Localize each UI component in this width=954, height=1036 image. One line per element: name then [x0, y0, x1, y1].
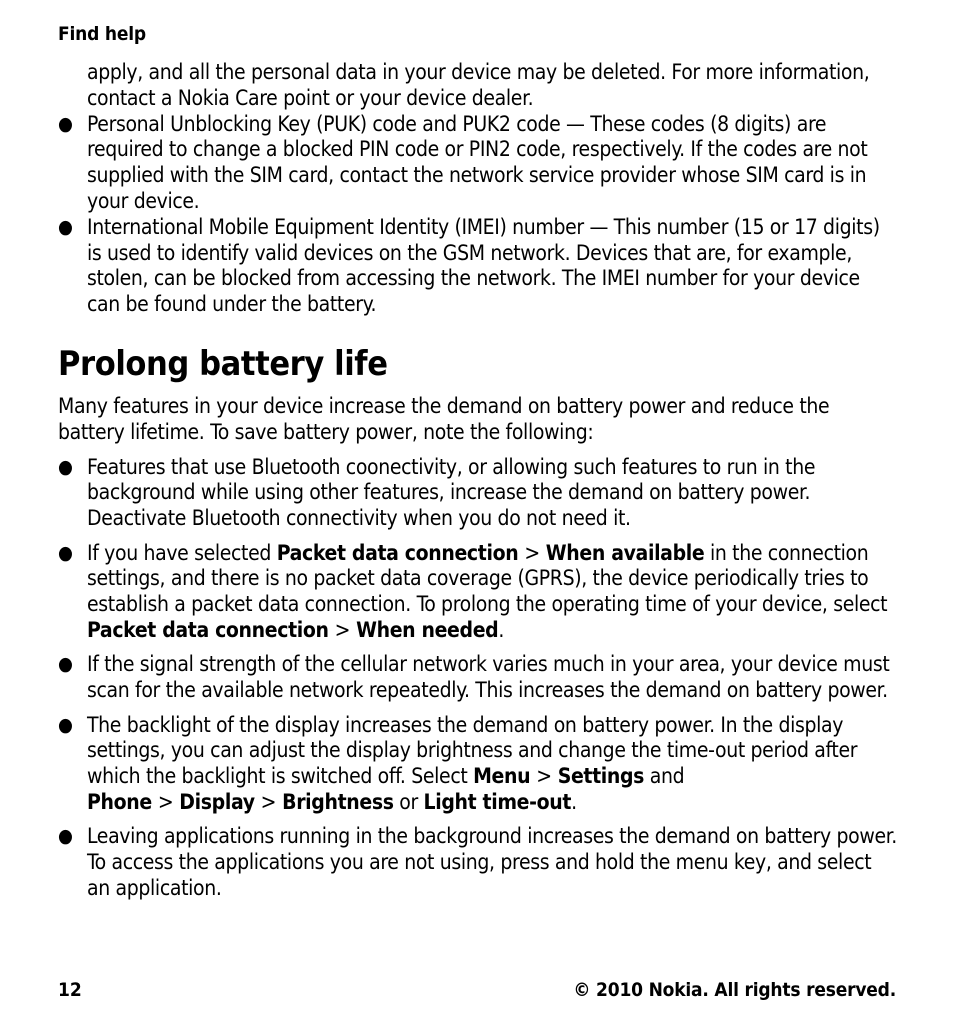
- path-separator: >: [157, 789, 174, 814]
- list-item-puk: [58, 112, 898, 215]
- path-separator: >: [260, 789, 277, 814]
- menu-path-settings: Settings: [557, 764, 645, 789]
- bullet-icon: ●: [58, 541, 73, 564]
- battery-tips-list: [58, 455, 898, 902]
- path-separator: >: [536, 764, 552, 789]
- bullet-icon: ●: [58, 713, 73, 736]
- bullet-icon: ●: [58, 455, 73, 478]
- bullet-icon: ●: [58, 653, 73, 676]
- menu-path-menu: Menu: [473, 764, 531, 789]
- tip-text: Leaving applications running in the background increases the demand on battery power. To access the applications you are not using, press and hold the menu key, and select an application.: [87, 824, 897, 900]
- section-intro: Many features in your device increase the demand on battery power and reduce the battery lifetime. To save battery power, note the following:: [58, 393, 830, 444]
- tip-text: The backlight of the display increases the demand on battery power. In the display settings, you can adjust the display brightness and change the time-out period after which the backlight is switched off. Select: [87, 712, 858, 789]
- tip-text: .: [498, 617, 504, 642]
- menu-path-light-time-out: Light time-out: [423, 789, 572, 814]
- list-item-text: Personal Unblocking Key (PUK) code and PUK2 code — These codes (8 digits) are required to change a blocked PIN code or PIN2 code, respectively. If the codes are not supplied with the SIM card, contact the network service provider whose SIM card is in your device.: [87, 111, 868, 213]
- tip-text: If you have selected: [87, 540, 277, 565]
- tip-text: If the signal strength of the cellular network varies much in your area, your device must scan for the available network repeatedly. This increases the demand on battery power.: [87, 652, 890, 703]
- menu-path-brightness: Brightness: [282, 789, 394, 814]
- bullet-icon: ●: [58, 825, 73, 848]
- continued-paragraph: apply, and all the personal data in your device may be deleted. For more information, contact a Nokia Care point or your device dealer.: [87, 60, 870, 110]
- bullet-icon: ●: [58, 112, 73, 135]
- bullet-icon: ●: [58, 215, 73, 238]
- list-item-imei: [58, 215, 898, 318]
- menu-path-packet-data-connection: Packet data connection: [87, 617, 329, 642]
- page-content: [58, 60, 898, 910]
- tip-bluetooth: [58, 455, 898, 532]
- path-separator: >: [334, 617, 351, 642]
- tip-text: Features that use Bluetooth coonectivity, or allowing such features to run in the background while using other features, increase the demand on battery power. Deactivate Bluetooth connectivity when you do not need it.: [87, 454, 816, 531]
- path-separator: >: [524, 540, 540, 565]
- tip-text: in the connection settings, and there is no packet data coverage (GPRS), the device periodically tries to establish a packet data connection. To prolong the operating time of your device, select: [87, 540, 888, 617]
- tip-signal: [58, 652, 898, 704]
- tip-text: or: [393, 789, 424, 814]
- menu-path-display: Display: [179, 789, 255, 814]
- section-title: Prolong battery life: [58, 343, 388, 384]
- copyright-notice: © 2010 Nokia. All rights reserved.: [573, 979, 896, 1001]
- tip-packet-data: [58, 541, 898, 644]
- tip-apps: [58, 824, 898, 901]
- security-codes-list: [58, 112, 898, 318]
- tip-text: .: [571, 789, 577, 814]
- menu-path-packet-data-connection: Packet data connection: [276, 540, 519, 565]
- page-number: 12: [58, 979, 82, 1001]
- menu-path-when-needed: When needed: [356, 617, 499, 642]
- menu-path-when-available: When available: [545, 540, 705, 565]
- list-item-text: International Mobile Equipment Identity (IMEI) number — This number (15 or 17 digits) is used to identify valid devices on the GSM network. Devices that are, for example, stolen, can be blocked from accessing the network. The IMEI number for your device can be found under the battery.: [87, 214, 880, 317]
- running-header: Find help: [58, 23, 146, 45]
- menu-path-phone: Phone: [87, 789, 152, 814]
- tip-text: and: [644, 764, 685, 789]
- tip-backlight: [58, 713, 898, 816]
